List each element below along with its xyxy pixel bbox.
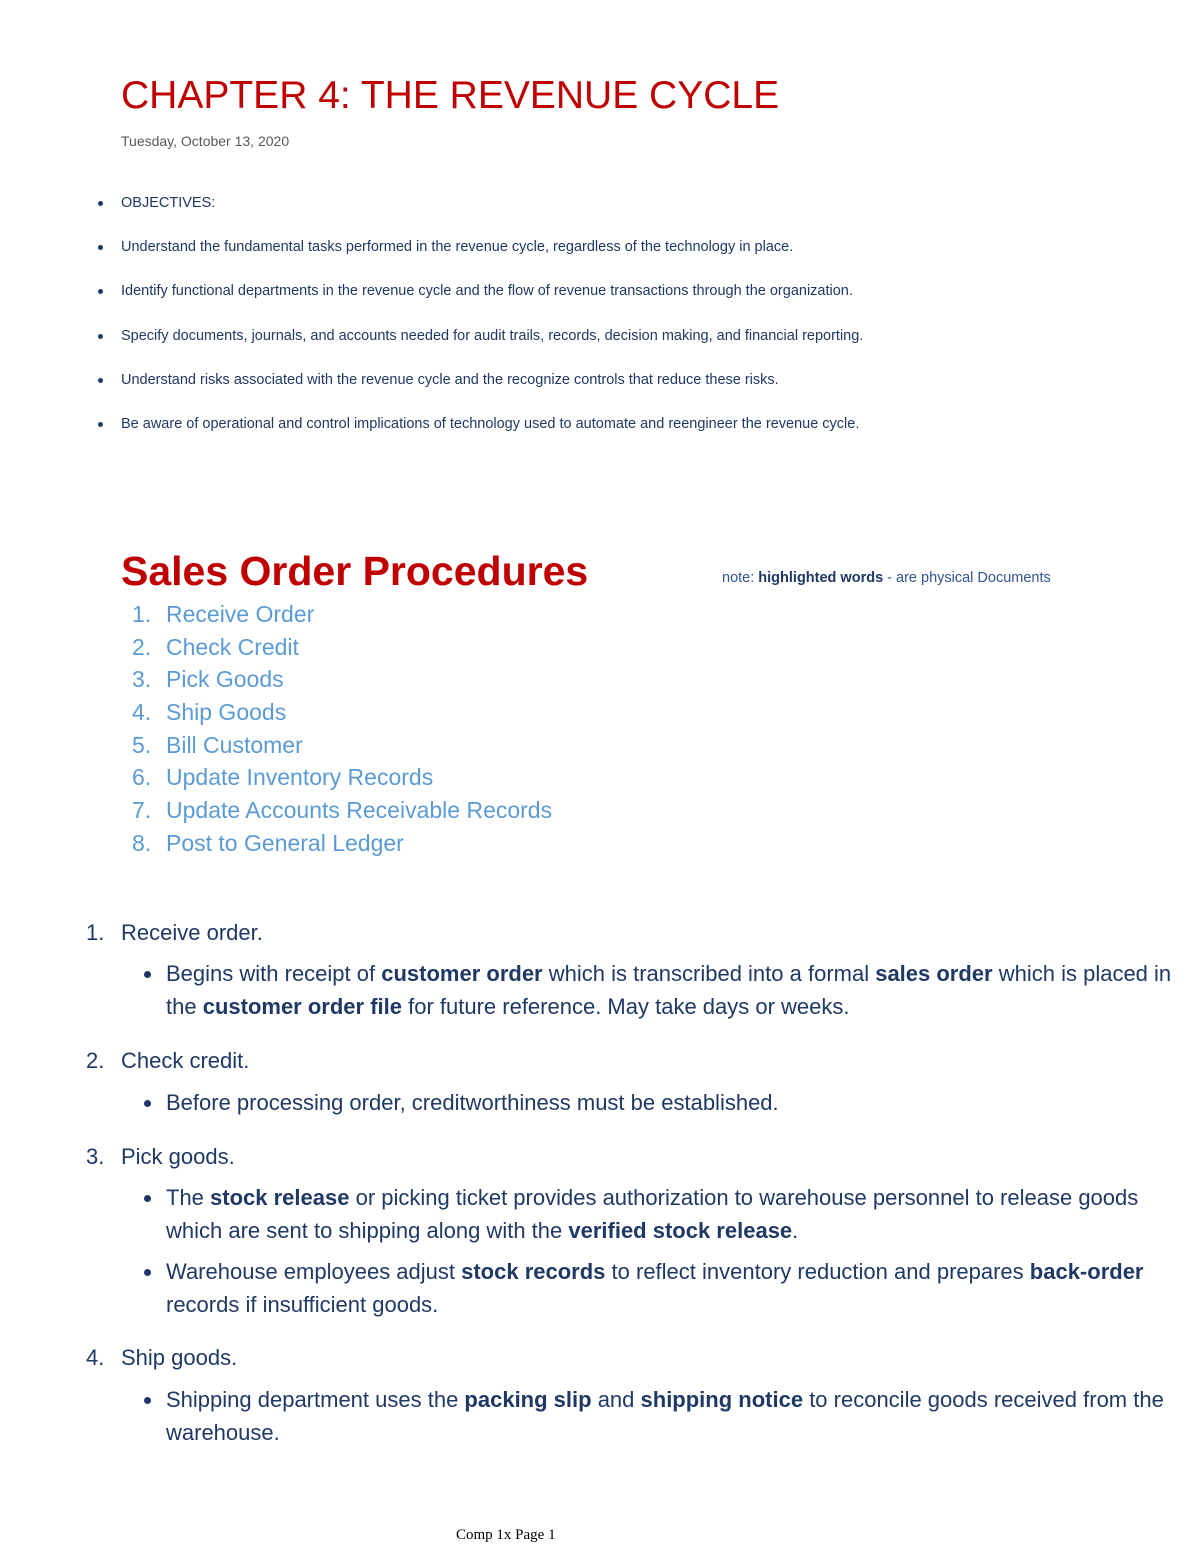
bullet-text: Begins with receipt of (166, 961, 382, 986)
objective-item: Be aware of operational and control implications of technology used to automate and reengineer the revenue cycle. (0, 415, 1200, 459)
bullet-text: Warehouse employees adjust (166, 1259, 462, 1284)
document-keyword: stock release (210, 1185, 350, 1210)
step-item (0, 631, 700, 664)
step-label: Ship Goods (166, 699, 287, 726)
bullet-text: The (166, 1185, 211, 1210)
objectives-list (0, 194, 1200, 459)
step-item (0, 696, 700, 729)
bullet-text: or picking ticket provides authorization to warehouse personnel to release goods which are sent to shipping along with the (166, 1185, 1139, 1243)
detail-number: 3. (86, 1144, 105, 1169)
detail-bullet (166, 1255, 1186, 1321)
detail-bullet (166, 1181, 1186, 1247)
document-keyword: stock records (461, 1259, 606, 1284)
page-date: Tuesday, October 13, 2020 (121, 133, 290, 149)
objective-item: Understand the fundamental tasks performed in the revenue cycle, regardless of the technology in place. (0, 238, 1200, 282)
bullet-text: to reflect inventory reduction and prepares (605, 1259, 1030, 1284)
document-keyword: back-order (1029, 1259, 1144, 1284)
step-item (0, 598, 700, 631)
step-item (0, 663, 700, 696)
document-keyword: packing slip (464, 1387, 592, 1412)
page-footer: Comp 1x Page 1 (456, 1527, 556, 1543)
step-number: 5. (132, 731, 152, 758)
step-number: 4. (132, 699, 152, 726)
detail-bullet (166, 1383, 1186, 1449)
detail-bullet (166, 957, 1186, 1023)
detail-number: 4. (86, 1345, 105, 1370)
note-suffix: - are physical Documents (883, 570, 1051, 586)
bullet-text: to reconcile goods received from the warehouse. (166, 1387, 1164, 1445)
step-label: Receive Order (166, 601, 315, 627)
procedure-steps-list (0, 598, 700, 860)
document-keyword: customer order (381, 961, 543, 986)
section-title-sales-order: Sales Order Procedures (121, 548, 589, 594)
detail-title: Pick goods. (121, 1144, 235, 1169)
step-number: 1. (132, 601, 152, 627)
step-item (0, 729, 700, 762)
step-label: Update Inventory Records (166, 764, 434, 791)
note-bold: highlighted words (758, 570, 884, 586)
bullet-text: . (792, 1218, 799, 1243)
step-label: Post to General Ledger (166, 829, 404, 856)
objective-item: Identify functional departments in the revenue cycle and the flow of revenue transactions through the organization. (0, 282, 1200, 326)
page-title: CHAPTER 4: THE REVENUE CYCLE (121, 74, 780, 117)
highlight-note (722, 570, 1051, 586)
detail-bullet: Before processing order, creditworthiness must be established. (166, 1086, 1186, 1119)
note-prefix: note: (722, 570, 759, 586)
document-keyword: customer order file (202, 994, 402, 1019)
bullet-text: records if insufficient goods. (166, 1292, 439, 1317)
document-keyword: shipping notice (640, 1387, 804, 1412)
step-item (0, 761, 700, 794)
detail-number: 1. (86, 920, 105, 945)
objectives-heading: OBJECTIVES: (0, 194, 1200, 238)
step-label: Update Accounts Receivable Records (166, 797, 553, 824)
step-label: Bill Customer (166, 731, 303, 758)
step-item (0, 794, 700, 827)
step-number: 3. (132, 666, 152, 693)
bullet-text: Shipping department uses the (166, 1387, 465, 1412)
detail-title: Ship goods. (121, 1345, 238, 1370)
step-number: 2. (132, 633, 152, 660)
detail-title: Check credit. (121, 1048, 250, 1073)
document-keyword: sales order (875, 961, 993, 986)
bullet-text: for future reference. May take days or weeks. (401, 994, 850, 1019)
detail-title: Receive order. (121, 920, 263, 945)
step-number: 8. (132, 829, 152, 856)
step-number: 7. (132, 797, 152, 824)
objective-item: Understand risks associated with the revenue cycle and the recognize controls that reduce these risks. (0, 371, 1200, 415)
step-item (0, 827, 700, 860)
detail-number: 2. (86, 1048, 105, 1073)
step-number: 6. (132, 764, 152, 791)
step-label: Pick Goods (166, 666, 284, 693)
document-keyword: verified stock release (568, 1218, 793, 1243)
bullet-text: which is placed in the (166, 961, 1172, 1019)
bullet-text: which is transcribed into a formal (542, 961, 876, 986)
objective-item: Specify documents, journals, and accounts needed for audit trails, records, decision making, and financial reporting. (0, 327, 1200, 371)
step-label: Check Credit (166, 633, 299, 660)
bullet-text: and (591, 1387, 641, 1412)
